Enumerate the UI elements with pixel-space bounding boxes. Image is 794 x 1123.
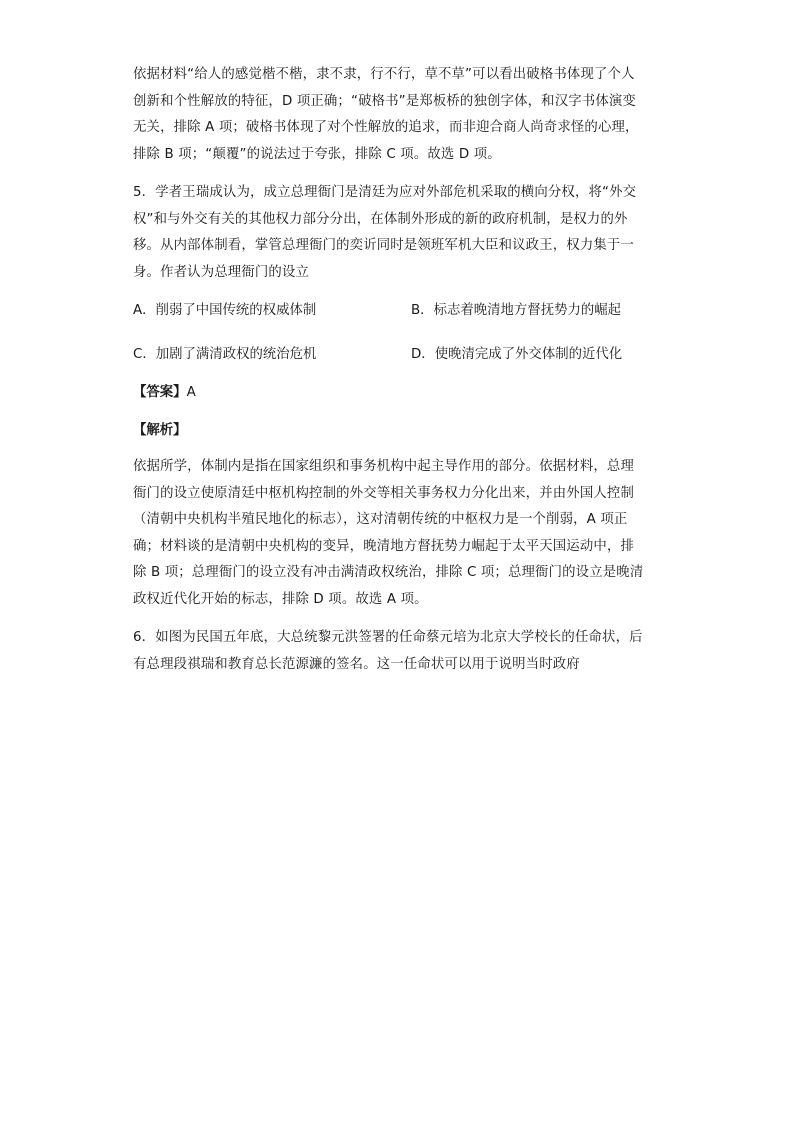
- text-line: 创新和个性解放的特征，D 项正确；“破格书”是郑板桥的独创字体，和汉字书体演变: [133, 93, 636, 109]
- analysis-heading: [133, 418, 663, 444]
- text-line: 5．学者王瑞成认为，成立总理衙门是清廷为应对外部危机采取的横向分权，将“外交: [133, 185, 637, 200]
- analysis-label: 【解析】: [133, 423, 187, 438]
- text-line: 除 B 项；总理衙门的设立没有冲击满清政权统治，排除 C 项；总理衙门的设立是晚清: [133, 565, 644, 580]
- text-line: 移。从内部体制看，掌管总理衙门的奕䜣同时是领班军机大臣和议政王，权力集于一: [133, 238, 635, 253]
- text-line: （清朝中央机构半殖民地化的标志），这对清朝传统的中枢权力是一个削弱，A 项正: [133, 512, 628, 527]
- text-line: 6．如图为民国五年底，大总统黎元洪签署的任命蔡元培为北京大学校长的任命状，后: [133, 630, 643, 645]
- text-line: 衙门的设立使原清廷中枢机构控制的外交等相关事务权力分化出来，并由外国人控制: [133, 485, 635, 501]
- option-d: D．使晚清完成了外交体制的近代化: [411, 347, 623, 362]
- text-line: 政权近代化开始的标志，排除 D 项。故选 A 项。: [133, 591, 428, 607]
- answer-value: A: [186, 385, 196, 400]
- option-a: A．削弱了中国传统的权威体制: [133, 303, 317, 318]
- question-5-stem: [133, 180, 663, 286]
- text-line: 确；材料谈的是清朝中央机构的变异，晚清地方督抚势力崛起于太平天国运动中，排: [133, 538, 635, 554]
- text-line: 有总理段祺瑞和教育总长范源濂的签名。这一任命状可以用于说明当时政府: [133, 656, 580, 672]
- question-5-analysis: [133, 454, 663, 613]
- text-line: 依据材料“给人的感觉楷不楷，隶不隶，行不行，草不草”可以看出破格书体现了个人: [133, 67, 635, 82]
- answer-label: 【答案】: [133, 385, 187, 400]
- text-line: 排除 B 项；“颠覆”的说法过于夸张，排除 C 项。故选 D 项。: [133, 146, 501, 162]
- answer-line: [133, 380, 663, 406]
- option-c: C．加剧了满清政权的统治危机: [133, 347, 317, 362]
- option-b: B．标志着晚清地方督抚势力的崛起: [411, 303, 622, 318]
- text-line: 依据所学，体制内是指在国家组织和事务机构中起主导作用的部分。依据材料，总理: [133, 459, 635, 474]
- previous-analysis-paragraph: [133, 62, 663, 168]
- question-6-stem: [133, 625, 663, 678]
- text-line: 权”和与外交有关的其他权力部分分出，在体制外形成的新的政府机制，是权力的外: [133, 211, 628, 227]
- text-line: 身。作者认为总理衙门的设立: [133, 264, 310, 280]
- question-5-options: [133, 298, 663, 368]
- text-line: 无关，排除 A 项；破格书体现了对个性解放的追求，而非迎合商人尚奇求怪的心理，: [133, 120, 639, 135]
- document-page: [133, 62, 663, 678]
